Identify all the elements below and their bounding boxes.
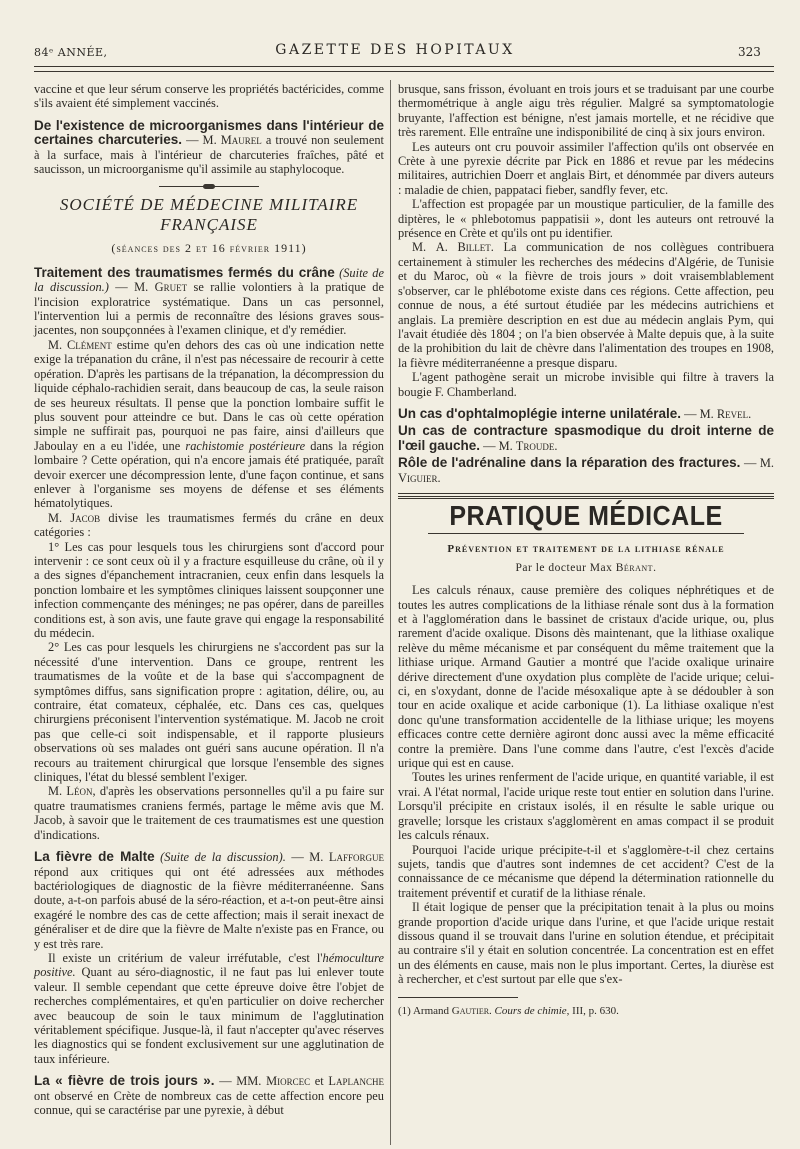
paragraph: M. Clément estime qu'en dehors des cas où une indication nette exige la trépanation du crâne, il n'est pas nécessaire de recourir à cette opération. D'après les partisans de la trépanation, la décompression du liquide céphalo-rachidien serait, dans beaucoup de cas, la seule raison de ses heureux résultats. Il pense que la ponction lombaire suffit le plus souvent pour atteindre ce but. Dans le cas où cette opération simple ne suffirait pas, pourquoi ne pas faire, ainsi d'ailleurs que Jaboulay en a eu l'idée, une rachistomie postérieure dans la région lombaire ? Cette opération, qui n'a encore jamais été pratiquée, paraît devoir exercer une décompression lente, d'une façon continue, et sans enlever à l'organisme ses moyens de défense et ses éléments hématolytiques. — [34, 337, 384, 511]
author-name: Clément — [67, 337, 112, 352]
section-heading: La fièvre de Malte — [34, 849, 155, 865]
paragraph-text: estime qu'en dehors des cas où une indication nette exige la trépanation du crâne, il n'est pas nécessaire de recourir à cette opération. D'après les partisans de la trépanation, la décompression du liquide céphalo-rachidien serait, dans beaucoup de cas, la seule raison de ses heureux résultats. Il pense que la ponction lombaire suffit le plus souvent pour atteindre ce but. Dans le cas où cette opération simple ne suffirait pas, pourquoi ne pas faire, ainsi d'ailleurs que Jaboulay en a eu l'idée, une — [34, 337, 384, 453]
paragraph: L'affection est propagée par un moustique particulier, de la famille des diptères, le « phlebotomus pappatisii », dont les auteurs ont retrouvé la présence en Crète et qu'ils ont pu identifier. — [398, 197, 774, 241]
author-name: Maurel — [220, 133, 262, 148]
article-byline — [398, 561, 774, 575]
paragraph: 1° Les cas pour lesquels tous les chirurgiens sont d'accord pour intervenir : ce sont ceux où il y a fracture esquilleuse du crâne, où il y a des signes d'épanchement intracranien, ceux enfin dans lesquels la ponction lombaire et les symptômes cliniques laissent soupçonner une infection commençante des méninges; ne pas opérer, dans de pareilles conditions est, à son avis, une faute grave qui engage la responsabilité du médecin. — [34, 539, 384, 640]
author-name: Miorcec — [266, 1074, 311, 1089]
paragraph: Pourquoi l'acide urique précipite-t-il et s'agglomère-t-il chez certains sujets, tandis que d'autres sont indemnes de cet accident? C'est de la connaissance de ce mécanisme que dépend la détermination rationnelle du traitement préventif et curatif de la lithiase rénale. — [398, 842, 774, 900]
paragraph-text: se rallie volontiers à la pratique de l'incision exploratrice systématique. Dans un cas personnel, l'intervention lui a permis de reconnaître des lésions graves sous-jacentes, non soupçonnées à l'examen clinique, et d'y remédier. — [34, 280, 384, 338]
left-column — [34, 82, 384, 1117]
paragraph: vaccine et que leur sérum conserve les propriétés bactéricides, comme s'ils avaient été simplement vaccinés. — [34, 82, 384, 111]
session-dates: (séances des 2 et 16 février 1911) — [111, 241, 307, 256]
footnote — [398, 1004, 774, 1018]
paragraph-text: La communication de nos collègues contribuera certainement à stimuler les recherches des médecins d'Algérie, de Tunisie et du Maroc, où « la fièvre de trois jours » doit vraisemblablement s'observer, car le phlébotome existe dans ces régions. Cette affection, peu connue de nous, a été surtout étudiée par les médecins autrichiens et anglais. La première description en est due au médecin anglais Pym, qui l'avait étudiée dès 1804 ; on l'a bien observée à Malte depuis que, à la suite de la prohibition du lait de chèvre dans l'alimentation des troupes en 1908, la fièvre méditerranéenne a presque disparu. — [398, 240, 774, 370]
section-heading: Un cas de contracture spasmodique du droit interne de l'œil gauche. — [398, 423, 774, 453]
paragraph: Toutes les urines renferment de l'acide urique, en quantité variable, il est vrai. A l'état normal, l'acide urique reste tout entier en solution dans l'urine. Lorsqu'il précipite en cristaux isolés, il en résulte le sable urique ou gravelle; lorsque les cristaux s'agglomèrent en amas compact il se produit les calculs rénaux. — [398, 770, 774, 843]
author-name: Jacob — [70, 510, 101, 525]
paragraph-text: a trouvé non seulement à la surface, mais à l'intérieur de charcuteries fraîches, pâté et saucisson, un microorganisme qu'il assimile au staphylocoque. — [34, 133, 384, 177]
footnote-text: (1) Armand — [398, 1004, 450, 1017]
paragraph-text: Quant au séro-diagnostic, il ne faut pas lui enlever toute valeur. Il semble cependant que cette épreuve doive être l'objet de recherches complémentaires, et qu'en particulier on doive rechercher avec beaucoup de soin le taux minimum de l'agglutination véritablement spécifique. Jusque-là, il faut n'accepter qu'avec réserves les diagnostics qui se fondent exclusivement sur une agglutination de taux inférieure. — [34, 965, 384, 1066]
paragraph-text: d'après les observations personnelles qu'il a pu faire sur quatre traumatismes craniens fermés, partage le même avis que M. Jacob, à savoir que le traitement de ces traumatismes est une question d'indications. — [34, 784, 384, 842]
paragraph-text: divise les traumatismes fermés du crâne en deux catégories : — [34, 510, 384, 540]
section-heading: Rôle de l'adrénaline dans la réparation des fractures. — [398, 455, 741, 471]
italic-term: hémoculture positive. — [34, 950, 384, 980]
footnote-text: III, p. 630. — [572, 1004, 619, 1017]
author-name: Gautier. — [451, 1004, 492, 1017]
suite-note: (Suite de la discussion). — [160, 850, 286, 865]
section-rule — [398, 493, 774, 494]
suite-note: (Suite de la discussion.) — [34, 265, 384, 295]
ornament-divider — [159, 186, 259, 187]
title-rule — [428, 533, 744, 534]
paragraph: 2° Les cas pour lesquels les chirurgiens ne s'accordent pas sur la nécessité d'une intervention. Dans ce groupe, rentrent les traumatismes de la voûte et de la base qui s'accompagnent de symptômes diffus, sans signification propre : agitation, délire, ou, au contraire, état comateux, céphalée, etc. Dans ces cas, quelques chirurgiens préconisent l'intervention systématique. M. Jacob ne croit pas que celle-ci soit indispensable, et il rapporte plusieurs observations où ses malades ont guéri sans aucune opération. Il n'a recours au traitement chirurgical que lorsque l'ensemble des signes cliniques, l'état du blessé semblent l'exiger. — [34, 640, 384, 785]
author-name: Revel. — [716, 406, 752, 421]
trois-article: La « fièvre de trois jours ». — MM. Miorcec et Laplanche ont observé en Crète de nombreux cas de cette affection encore peu connue, qui se caractérise par une pyrexie, à début — [34, 1073, 384, 1117]
author-name: Léon — [66, 784, 93, 799]
adrenaline-entry: Rôle de l'adrénaline dans la réparation des fractures. — M. Viguier. — [398, 455, 775, 485]
paragraph: M. Jacob divise les traumatismes fermés du crâne en deux catégories : — [34, 510, 384, 540]
paragraph-text: dans la région lombaire ? Cette opération, qui n'a encore jamais été pratiquée, paraît devoir exercer une décompression lente, d'une façon continue, et sans enlever à l'organisme ses moyens de défense et ses éléments hématolytiques. — [34, 438, 384, 511]
author-name: Bérant. — [615, 561, 657, 574]
author-name: Laplanche — [328, 1074, 384, 1089]
right-column — [398, 82, 774, 1018]
author-name: Viguier. — [398, 470, 441, 485]
section-heading: De l'existence de microorganismes dans l'intérieur de certaines charcuteries. — [34, 117, 384, 148]
paragraph: Les calculs rénaux, cause première des coliques néphrétiques et de toutes les autres complications de la lithiase rénale sont dus à la formation et à l'agglomération dans le bassinet de cristaux d'acide urique, ou, plus rarement d'acide oxalique. Disons dès maintenant, que la lithiase oxalique relève du même mécanisme et par conséquent du même traitement que la lithiase urique. Armand Gautier a montré que l'acide oxalique urinaire dérive directement d'une oxydation plus complète de l'acide urique; celui-ci, en s'oxydant, donne de l'acide mésoxalique apte à se dédoubler à son tour en acide oxalique et acide carbonique (1). La lithiase oxalique n'est donc qu'une transformation accidentelle de la lithiase urique; les moyens efficaces contre cette dernière agiront donc aussi avec la même efficacité contre la première. Dans l'une comme dans l'autre, c'est l'excès d'acide urique qui est en cause. — [398, 583, 774, 771]
article-title: Prévention et traitement de la lithiase rénale — [447, 543, 725, 556]
author-name: Troude. — [515, 438, 558, 453]
trauma-article: Traitement des traumatismes fermés du crâne (Suite de la discussion.) — M. Gruet se rallie volontiers à la pratique de l'incision exploratrice systématique. Dans un cas personnel, l'intervention lui a permis de reconnaître des lésions graves sous-jacentes, non soupçonnées à l'examen clinique, et d'y remédier. — [34, 264, 384, 338]
paragraph: M. A. Billet. La communication de nos collègues contribuera certainement à stimuler les recherches des médecins d'Algérie, de Tunisie et du Maroc, où « la fièvre de trois jours » doit vraisemblablement s'observer, car le phlébotome existe dans ces régions. Cette affection, peu connue de nous, a été surtout étudiée par les médecins autrichiens et anglais. La première description en est due au médecin anglais Pym, qui l'avait étudiée dès 1804 ; on l'a bien observée à Malte depuis que, à la suite de la prohibition du lait de chèvre dans l'alimentation des troupes en 1908, la fièvre méditerranéenne a presque disparu. — [398, 240, 774, 370]
section-rule-double — [398, 496, 774, 499]
header-rule — [34, 66, 774, 67]
section-heading: Un cas d'ophtalmoplégie interne unilatérale. — [398, 405, 682, 421]
paragraph-text: ont observé en Crète de nombreux cas de cette affection encore peu connue, qui se caractérise par une pyrexie, à début — [34, 1088, 384, 1117]
paragraph: brusque, sans frisson, évoluant en trois jours et se traduisant par une courbe thermométrique à angle aigu très régulier. Malgré sa symptomatologie bruyante, l'affection est bénigne, n'est jamais mortelle, et ne récidive que très rarement. Elle entraîne une indisponibilité de cinq à six jours environ. — [398, 82, 774, 140]
section-heading: La « fièvre de trois jours ». — [34, 1073, 215, 1089]
column-divider — [390, 80, 391, 1145]
paragraph: M. Léon, d'après les observations personnelles qu'il a pu faire sur quatre traumatismes craniens fermés, partage le même avis que M. Jacob, à savoir que le traitement de ces traumatismes est une question d'indications. — [34, 784, 384, 842]
malte-article: La fièvre de Malte (Suite de la discussion). — M. Lafforgue répond aux critiques qui ont été adressées aux méthodes bactériologiques de diagnostic de la fièvre méditerranéenne. Sans doute, a-t-on parfois abusé de la séro-réaction, et a-t-on peut-être ainsi exagéré le nombre des cas de cette affection; mais il serait inexact de généraliser et de dire que la fièvre de Malte n'existe pas en France, ou y est très rare. — [34, 849, 384, 951]
issue-year: 84ᵉ ANNÉE, — [34, 46, 108, 59]
paragraph: Il était logique de penser que la précipitation tenait à la plus ou moins grande proportion d'acide urique dans l'urine, et que l'acide urique restait dissous quand il se trouvait dans l'urine en solution étendue, et précipitait au contraire s'il y était en solution concentrée. La concentration est en effet un des éléments en cause, mais non le plus important. Certes, la diurèse est à rechercher, et c'est surtout par elle que s'ex- — [398, 900, 774, 987]
journal-title: GAZETTE DES HOPITAUX — [275, 42, 515, 58]
author-name: Gruet — [154, 280, 188, 295]
society-title: SOCIÉTÉ DE MÉDECINE MILITAIRE FRANÇAISE — [59, 195, 359, 235]
paragraph — [34, 951, 384, 1066]
italic-term: Cours de chimie, — [494, 1004, 570, 1017]
page-number: 323 — [738, 45, 761, 59]
paragraph-text: Il existe un critérium de valeur irréfutable, c'est l' — [48, 950, 323, 965]
byline-text: Par le docteur Max — [515, 561, 613, 574]
section-heading: Traitement des traumatismes fermés du crâne — [34, 264, 335, 280]
header-rule-2 — [34, 71, 774, 72]
footnote-rule — [398, 997, 518, 998]
author-name: A. Billet. — [435, 240, 494, 255]
paragraph-text: répond aux critiques qui ont été adressées aux méthodes bactériologiques de diagnostic de la fièvre méditerranéenne. Sans doute, a-t-on parfois abusé de la séro-réaction, et a-t-on peut-être ainsi exagéré le nombre des cas de cette affection; mais il serait inexact de généraliser et de dire que la fièvre de Malte n'existe pas en France, ou y est très rare. — [34, 864, 384, 951]
italic-term: rachistomie postérieure — [185, 438, 306, 453]
contracture-entry: Un cas de contracture spasmodique du droit interne de l'œil gauche. — M. Troude. — [398, 423, 774, 453]
paragraph: Les auteurs ont cru pouvoir assimiler l'affection qu'ils ont observée en Crète à une pyrexie décrite par Pick en 1886 et revue par les médecins militaires, autrichien Doerr et anglais Birt, et dénommée par divers auteurs : maladie de chien, pappataci fieber, sandfly fever, etc. — [398, 139, 774, 197]
micro-article: De l'existence de microorganismes dans l'intérieur de certaines charcuteries. — M. Maurel a trouvé non seulement à la surface, mais à l'intérieur de charcuteries fraîches, pâté et saucisson, un microorganisme qu'il assimile au staphylocoque. — [34, 117, 384, 177]
oph-entry: Un cas d'ophtalmoplégie interne unilatérale. — M. Revel. — [398, 405, 752, 421]
author-name: Lafforgue — [328, 850, 384, 865]
section-title: PRATIQUE MÉDICALE — [449, 500, 723, 532]
paragraph: L'agent pathogène serait un microbe invisible qui filtre à travers la bougie F. Chamberland. — [398, 370, 774, 399]
